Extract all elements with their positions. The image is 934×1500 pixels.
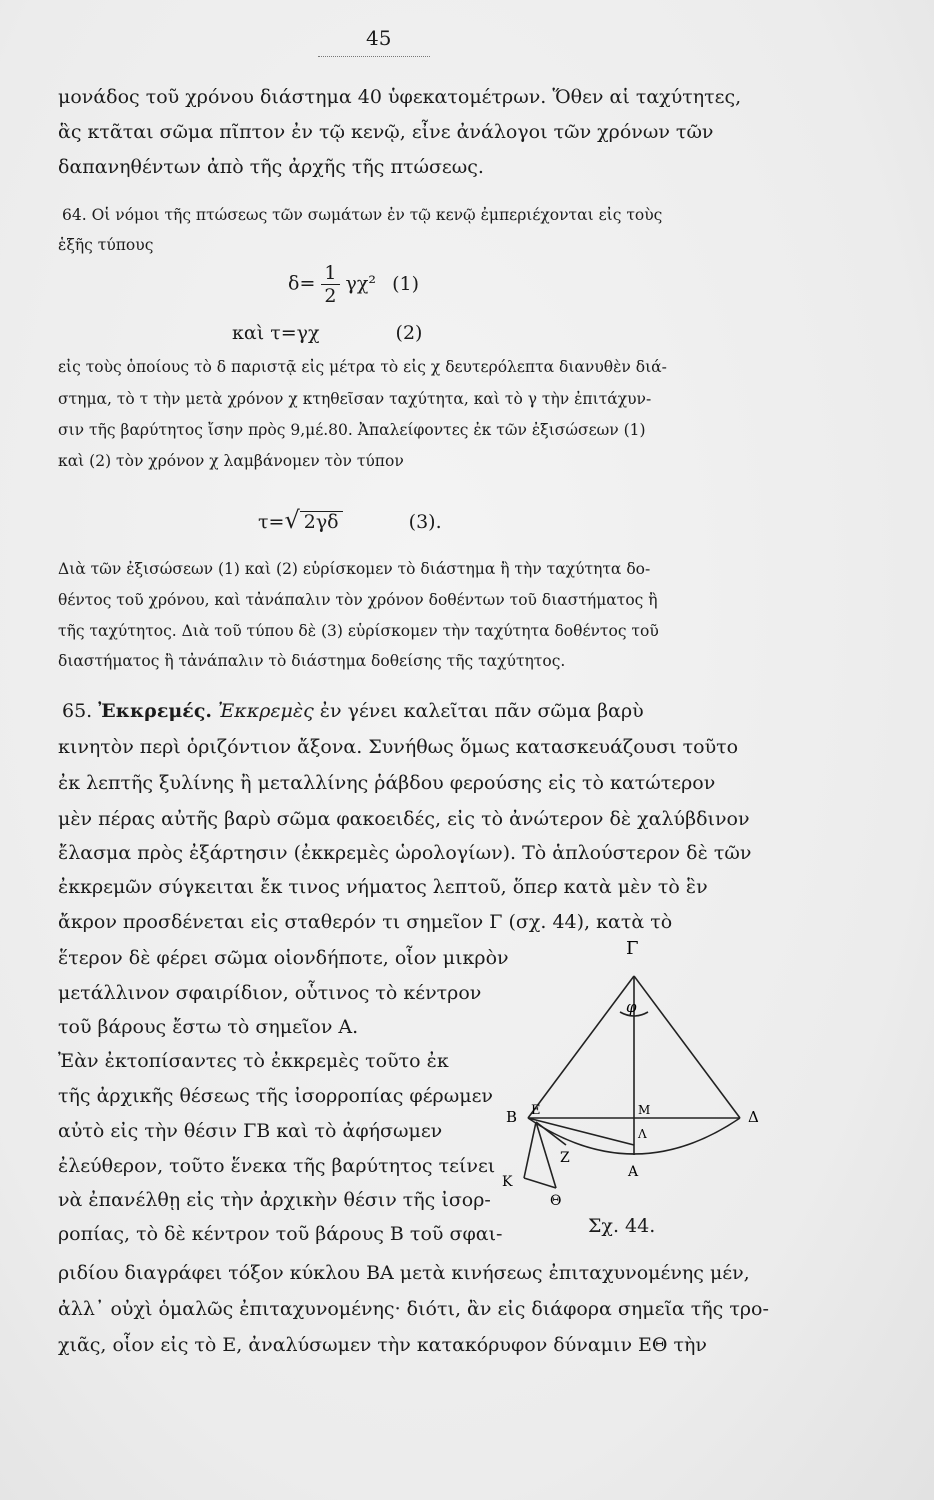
paragraph-line: σιν τῆς βαρύτητος ἴσην πρὸς 9,μέ.80. Ἀπαλείφοντες ἐκ τῶν ἐξισώσεων (1) [58, 421, 646, 439]
label-M: Μ [638, 1103, 651, 1117]
eq1-rhs: γχ² [345, 272, 377, 295]
paragraph-line: δαπανηθέντων ἀπὸ τῆς ἀρχῆς τῆς πτώσεως. [58, 156, 484, 178]
paragraph-line: τῆς ταχύτητος. Διὰ τοῦ τύπου δὲ (3) εὑρίσκομεν τὴν ταχύτητα δοθέντος τοῦ [58, 622, 659, 640]
label-L: Λ [638, 1127, 647, 1141]
paragraph-line: ἑξῆς τύπους [58, 236, 154, 254]
page-number: 45 [366, 26, 392, 50]
eq1-lhs: δ= [288, 272, 316, 295]
section-65-heading-line [62, 700, 644, 722]
section-number: 65. [62, 700, 93, 722]
segment-BL [528, 1118, 634, 1145]
label-gamma: Γ [626, 940, 639, 959]
paragraph-line: καὶ (2) τὸν χρόνον χ λαμβάνομεν τὸν τύπον [58, 452, 404, 470]
paragraph-line: ἔλασμα πρὸς ἐξάρτησιν (ἐκκρεμὲς ὡρολογίων). Τὸ ἁπλούστερον δὲ τῶν [58, 842, 752, 864]
paragraph-line: χιᾶς, οἷον εἰς τὸ Ε, ἀναλύσωμεν τὴν κατακόρυφον δύναμιν ΕΘ τὴν [58, 1334, 707, 1356]
paragraph-line: στημα, τὸ τ τὴν μετὰ χρόνον χ κτηθεῖσαν ταχύτητα, καὶ τὸ γ τὴν ἐπιτάχυν- [58, 390, 652, 408]
paragraph-line: ἃς κτᾶται σῶμα πῖπτον ἐν τῷ κενῷ, εἶνε ἀνάλογοι τῶν χρόνων τῶν [58, 121, 714, 143]
paragraph-line: ροπίας, τὸ δὲ κέντρον τοῦ βάρους Β τοῦ σφαι- [58, 1223, 503, 1245]
equation-3: τ=√ 2γδ (3). [258, 506, 442, 534]
label-Theta: Θ [550, 1193, 562, 1209]
equation-1 [288, 262, 419, 307]
paragraph-line: Διὰ τῶν ἐξισώσεων (1) καὶ (2) εὑρίσκομεν τὸ διάστημα ἢ τὴν ταχύτητα δο- [58, 560, 651, 578]
paragraph-line: αὐτὸ εἰς τὴν θέσιν ΓΒ καὶ τὸ ἀφήσωμεν [58, 1120, 443, 1142]
eq3-radicand: 2γδ [300, 511, 343, 532]
paragraph-line: ἐκκρεμῶν σύγκειται ἔκ τινος νήματος λεπτοῦ, ὅπερ κατὰ μὲν τὸ ἓν [58, 876, 708, 898]
figure-caption: Σχ. 44. [588, 1215, 656, 1237]
paragraph-line: τῆς ἀρχικῆς θέσεως τῆς ἰσορροπίας φέρωμεν [58, 1085, 493, 1107]
eq1-numerator: 1 [321, 262, 339, 285]
label-E: Ε [531, 1103, 541, 1118]
eq1-fraction [321, 262, 339, 307]
paragraph-line: μετάλλινον σφαιρίδιον, οὗτινος τὸ κέντρον [58, 982, 482, 1004]
paragraph-line: μονάδος τοῦ χρόνου διάστημα 40 ὑφεκατομέτρων. Ὅθεν αἱ ταχύτητες, [58, 86, 742, 108]
segment-EZ [536, 1122, 566, 1145]
segment-ETheta [536, 1122, 556, 1188]
section-term: Ἐκκρεμὲς [218, 700, 314, 722]
label-A: Α [628, 1164, 639, 1180]
paragraph-line: τοῦ βάρους ἔστω τὸ σημεῖον Α. [58, 1016, 359, 1038]
eq3-lhs: τ= [258, 511, 285, 533]
paragraph-line: ἀλλ᾽ οὐχὶ ὁμαλῶς ἐπιταχυνομένης· διότι, ἂν εἰς διάφορα σημεῖα τῆς τρο- [58, 1298, 769, 1320]
label-Z: Ζ [560, 1150, 570, 1166]
paragraph-line: ἄκρον προσδένεται εἰς σταθερόν τι σημεῖον Γ (σχ. 44), κατὰ τὸ [58, 911, 673, 933]
paragraph-line: ἐλεύθερον, τοῦτο ἕνεκα τῆς βαρύτητος τείνει [58, 1155, 496, 1177]
paragraph-line: ἐκ λεπτῆς ξυλίνης ἢ μεταλλίνης ῥάβδου φερούσης εἰς τὸ κατώτερον [58, 772, 716, 794]
section-title: Ἐκκρεμές. [98, 700, 213, 722]
paragraph-line: Ἐὰν ἐκτοπίσαντες τὸ ἐκκρεμὲς τοῦτο ἐκ [58, 1050, 449, 1072]
eq1-denominator: 2 [324, 285, 337, 307]
section-heading-rest: ἐν γένει καλεῖται πᾶν σῶμα βαρὺ [319, 700, 644, 722]
paragraph-line: ἕτερον δὲ φέρει σῶμα οἱονδήποτε, οἷον μικρὸν [58, 947, 509, 969]
segment-EK [524, 1122, 536, 1178]
eq3-number: (3). [408, 511, 442, 533]
paragraph-line: 64. Οἱ νόμοι τῆς πτώσεως τῶν σωμάτων ἐν τῷ κενῷ ἐμπεριέχονται εἰς τοὺς [62, 206, 663, 224]
label-phi: φ [626, 998, 637, 1016]
string-to-B [528, 976, 634, 1118]
paragraph-line: θέντος τοῦ χρόνου, καὶ τἀνάπαλιν τὸν χρόνον δοθέντων τοῦ διαστήματος ἢ [58, 591, 658, 609]
paragraph-line: διαστήματος ἢ τἀνάπαλιν τὸ διάστημα δοθείσης τῆς ταχύτητος. [58, 652, 566, 670]
page-number-rule [318, 56, 430, 57]
paragraph-line: ριδίου διαγράφει τόξον κύκλου ΒΑ μετὰ κινήσεως ἐπιταχυνομένης μέν, [58, 1262, 750, 1284]
label-B: Β [506, 1108, 518, 1126]
eq1-number: (1) [392, 272, 420, 295]
eq2-body: καὶ τ=γχ [232, 322, 320, 344]
label-D: Δ [748, 1108, 759, 1126]
paragraph-line: εἰς τοὺς ὁποίους τὸ δ παριστᾷ εἰς μέτρα τὸ εἰς χ δευτερόλεπτα διανυθὲν διά- [58, 358, 667, 376]
label-K: Κ [502, 1174, 513, 1190]
pendulum-figure [500, 940, 780, 1210]
paragraph-line: νὰ ἐπανέλθῃ εἰς τὴν ἀρχικὴν θέσιν τῆς ἰσορ- [58, 1189, 491, 1211]
paragraph-line: μὲν πέρας αὐτῆς βαρὺ σῶμα φακοειδές, εἰς τὸ ἀνώτερον δὲ χαλύβδινον [58, 808, 750, 830]
segment-KTheta [524, 1178, 556, 1188]
paragraph-line: κινητὸν περὶ ὁριζόντιον ἄξονα. Συνήθως ὅμως κατασκευάζουσι τοῦτο [58, 736, 739, 758]
string-to-D [634, 976, 740, 1118]
eq2-number: (2) [395, 322, 423, 344]
equation-2 [232, 322, 422, 344]
